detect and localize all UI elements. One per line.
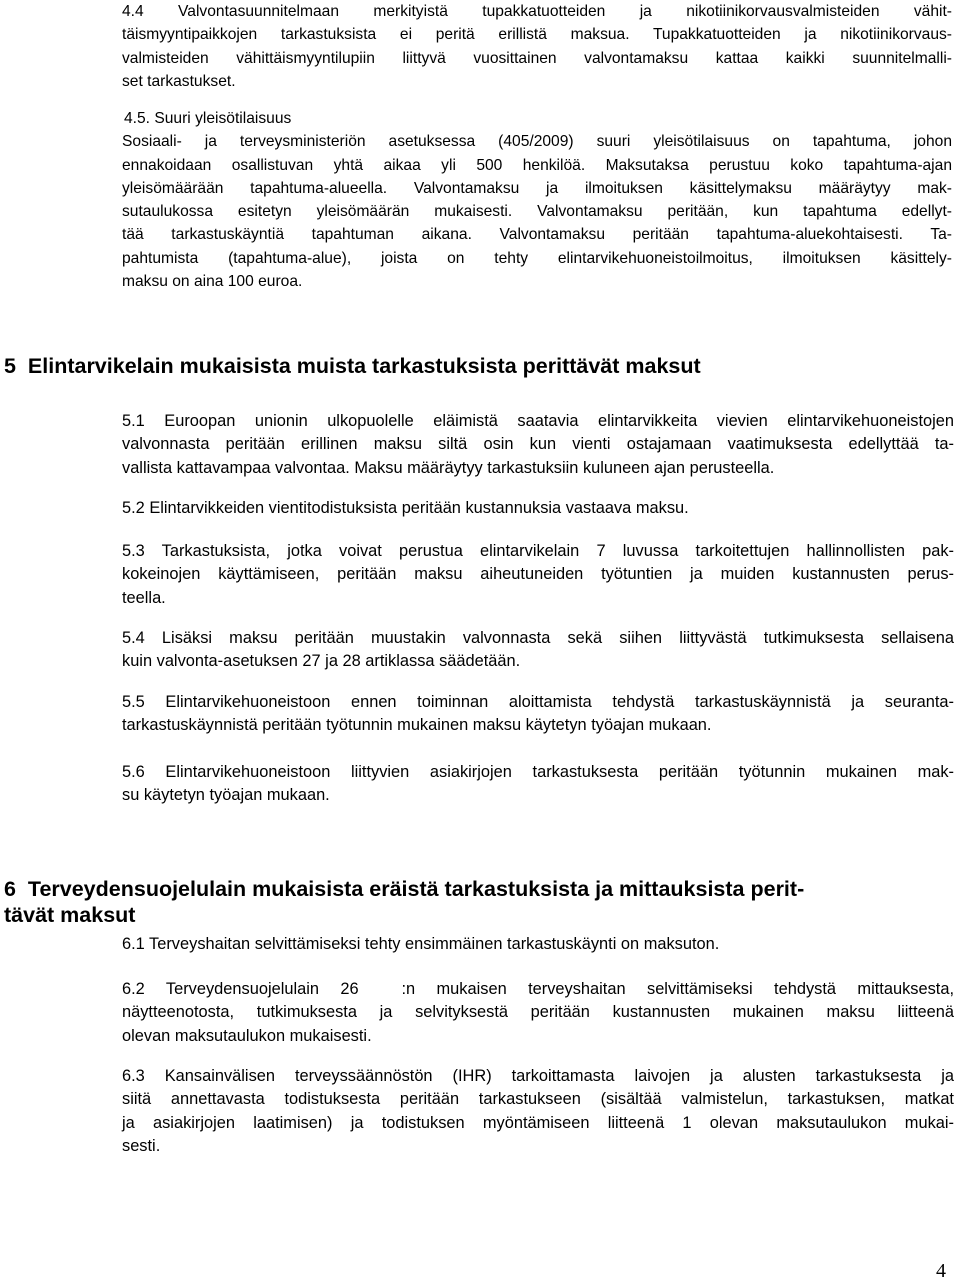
paragraph-5-3 (122, 540, 954, 610)
text-line: Sosiaali- ja terveysministeriön asetuksessa (405/2009) suuri yleisötilaisuus on tapahtuma, johon (122, 133, 952, 151)
section-6-heading (4, 876, 944, 928)
text-line: 6.3 Kansainvälisen terveyssäännöstön (IHR) tarkoittamasta laivojen ja alusten tarkastuksesta ja (122, 1067, 954, 1085)
paragraph-5-1 (122, 410, 954, 480)
paragraph-6-3 (122, 1065, 954, 1158)
text-line: set tarkastukset. (122, 72, 236, 90)
subsection-heading: 4.5. Suuri yleisötilaisuus (124, 110, 292, 127)
text-line: valmisteiden vähittäismyyntilupiin liittyvä vuosittainen valvontamaksu kattaa kaikki suunnitelmalli- (122, 49, 952, 67)
heading-line: 6 Terveydensuojelulain mukaisista eräistä tarkastuksista ja mittauksista perit- (4, 877, 805, 901)
text-line: 5.6 Elintarvikehuoneistoon liittyvien asiakirjojen tarkastuksesta peritään työtunnin mukainen mak- (122, 763, 954, 781)
paragraph-4-4 (122, 0, 952, 93)
paragraph-4-5 (122, 107, 952, 293)
text-line: 5.1 Euroopan unionin ulkopuolelle eläimistä saatavia elintarvikkeita vievien elintarvikehuoneistojen (122, 412, 954, 430)
text-line: ennakoidaan osallistuvan yhtä aikaa yli 500 henkilöä. Maksutaksa perustuu koko tapahtuma-ajan (122, 156, 952, 174)
page-number: 4 (936, 1260, 946, 1282)
text-line: täismyyntipaikkojen tarkastuksista ei peritä erillistä maksua. Tupakkatuotteiden ja nikotiinikorvaus- (122, 26, 952, 44)
text-line: su käytetyn työajan mukaan. (122, 786, 330, 805)
paragraph-5-2 (122, 497, 954, 520)
text-line: pahtumista (tapahtuma-alue), joista on tehty elintarvikehuoneistoilmoitus, ilmoituksen käsittely- (122, 249, 952, 267)
section-5-heading: 5 Elintarvikelain mukaisista muista tarkastuksista perittävät maksut (4, 354, 701, 378)
text-line: 6.2 Terveydensuojelulain 26 :n mukaisen terveyshaitan selvittämiseksi tehdystä mittauksesta, (122, 980, 954, 998)
text-line: 5.4 Lisäksi maksu peritään muustakin valvonnasta sekä siihen liittyvästä tutkimuksesta sellaisena (122, 629, 954, 647)
text-line: kokeinojen käyttämiseen, peritään maksu aiheutuneiden työtuntien ja muiden kustannusten perus- (122, 565, 954, 584)
text-line: yleisömäärään tapahtuma-alueella. Valvontamaksu ja ilmoituksen käsittelymaksu määräytyy mak- (122, 179, 952, 197)
text-line: 4.4 Valvontasuunnitelmaan merkityistä tupakkatuotteiden ja nikotiinikorvausvalmisteiden vähit- (122, 3, 952, 20)
text-line: maksu on aina 100 euroa. (122, 273, 303, 291)
text-line: olevan maksutaulukon mukaisesti. (122, 1026, 372, 1045)
text-line: vallista kattavampaa valvontaa. Maksu määräytyy tarkastuksiin kuluneen ajan perusteella. (122, 458, 775, 477)
text-line: 6.1 Terveyshaitan selvittämiseksi tehty ensimmäinen tarkastuskäynti on maksuton. (122, 935, 720, 953)
text-line: 5.3 Tarkastuksista, jotka voivat perustua elintarvikelain 7 luvussa tarkoitettujen hallinnollisten pak- (122, 542, 954, 560)
text-line: tää tarkastuskäyntiä tapahtuman aikana. Valvontamaksu peritään tapahtuma-aluekohtaisesti. Ta- (122, 226, 952, 244)
text-line: siitä annettavasta todistuksesta peritään tarkastukseen (sisältää valmistelun, tarkastuksen, matkat (122, 1090, 954, 1109)
paragraph-5-5 (122, 691, 954, 738)
paragraph-5-4 (122, 627, 954, 674)
heading-line: tävät maksut (4, 903, 136, 927)
text-line: sesti. (122, 1136, 161, 1155)
text-line: valvonnasta peritään erillinen maksu siltä osin kun vienti ostajamaan vaatimuksesta edellyttää ta- (122, 435, 954, 454)
paragraph-6-1 (122, 933, 954, 956)
text-line: tarkastuskäynnistä peritään työtunnin mukainen maksu käytetyn työajan mukaan. (122, 716, 712, 735)
text-line: kuin valvonta-asetuksen 27 ja 28 artiklassa säädetään. (122, 652, 521, 671)
paragraph-6-2 (122, 978, 954, 1048)
text-line: ja asiakirjojen laatimisen) ja todistuksen myöntämiseen liitteenä 1 olevan maksutaulukon mukai- (122, 1113, 954, 1132)
text-line: sutaulukossa esitetyn yleisömäärän mukaisesti. Valvontamaksu peritään, kun tapahtuma edellyt- (122, 203, 952, 221)
paragraph-5-6 (122, 761, 954, 808)
text-line: 5.5 Elintarvikehuoneistoon ennen toiminnan aloittamista tehdystä tarkastuskäynnistä ja seuranta- (122, 693, 954, 711)
text-line: teella. (122, 588, 166, 607)
text-line: näytteenotosta, tutkimuksesta ja selvityksestä peritään kustannusten mukainen maksu liitteenä (122, 1003, 954, 1022)
text-line: 5.2 Elintarvikkeiden vientitodistuksista peritään kustannuksia vastaava maksu. (122, 499, 689, 517)
